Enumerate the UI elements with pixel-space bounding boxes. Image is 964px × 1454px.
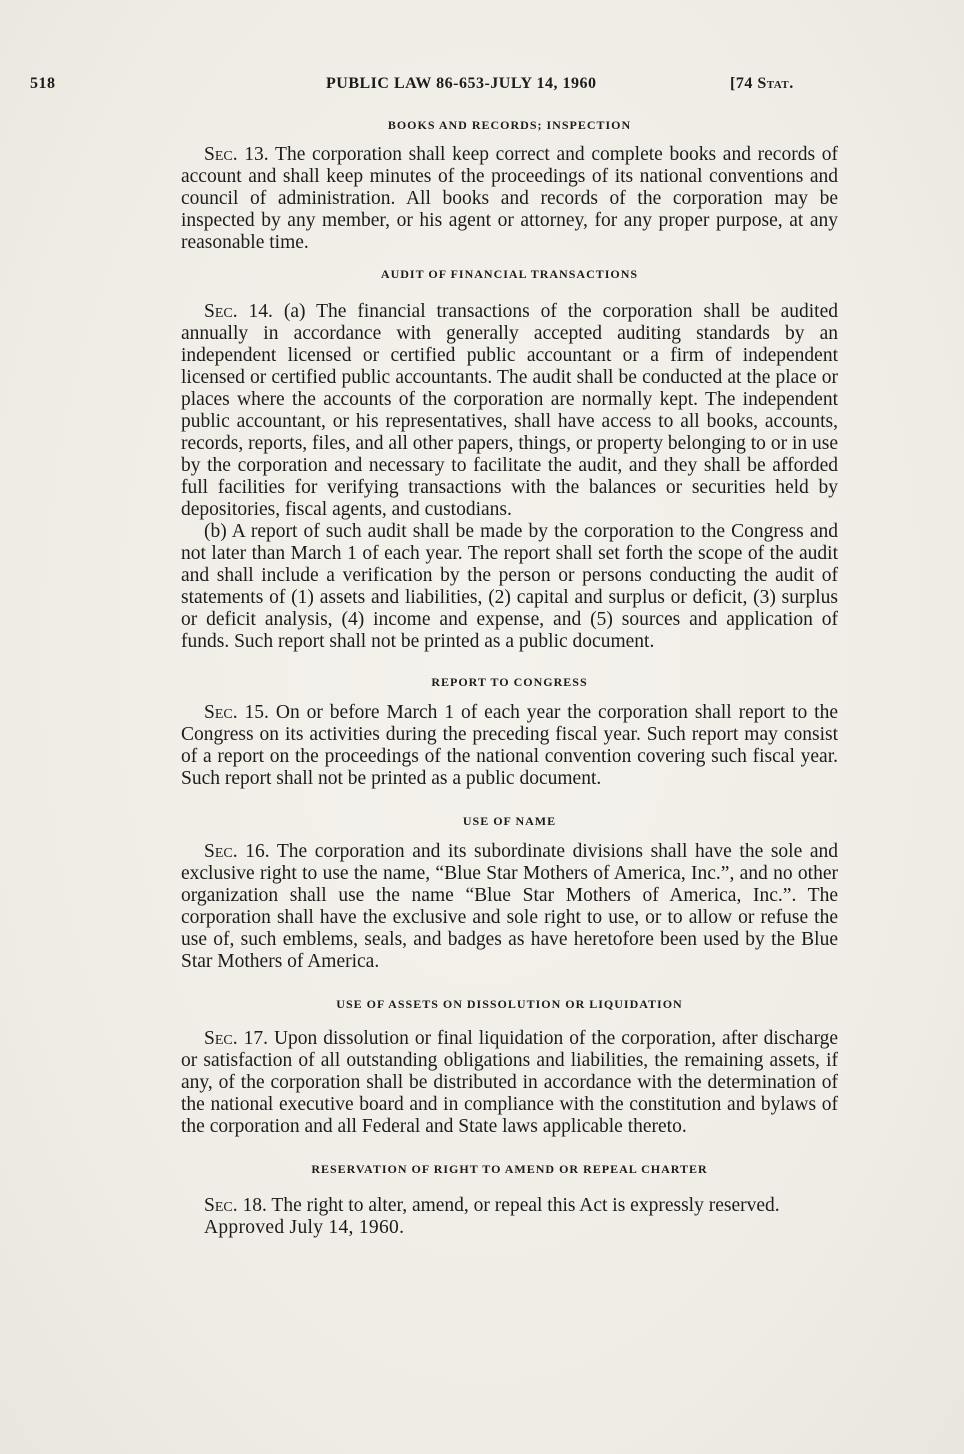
section-heading: USE OF ASSETS ON DISSOLUTION OR LIQUIDATION <box>336 997 683 1011</box>
section-heading: AUDIT OF FINANCIAL TRANSACTIONS <box>380 267 639 281</box>
statute-reference: [74 Stat. <box>730 75 794 92</box>
section-text: (a) The financial transactions of the corporation shall be audited annually in accordance with generally accepted auditing standards by an independent licensed or certified public accountant or a firm of independent licensed or certified public accountants. The audit shall be conducted at the place or places where the accounts of the corporation are normally kept. The independent public accountant, or his representatives, shall have access to all books, accounts, records, reports, files, and all other papers, things, or property belonging to or in use by the corporation and necessary to facilitate the audit, and they shall be afforded full facilities for verifying transactions with the balances or securities held by depositories, fiscal agents, and custodians. <box>181 301 838 520</box>
approval-line: Approved July 14, 1960. <box>204 1217 405 1238</box>
section-14 <box>181 267 838 653</box>
section-heading: REPORT TO CONGRESS <box>431 675 588 689</box>
page-number: 518 <box>30 75 56 92</box>
section-label: Sec. 15. <box>204 702 269 723</box>
running-title: PUBLIC LAW 86-653-JULY 14, 1960 <box>326 75 597 92</box>
section-text: Upon dissolution or final liquidation of the corporation, after discharge or satisfaction of all outstanding obligations and liabilities, the remaining assets, if any, of the corporation shall be distributed in accordance with the determination of the national executive board and in compliance with the constitution and bylaws of the corporation and all Federal and State laws applicable thereto. <box>181 1028 839 1137</box>
section-16 <box>181 814 838 973</box>
section-text: The corporation and its subordinate divisions shall have the sole and exclusive right to use the name, “Blue Star Mothers of America, Inc.”, and no other organization shall use the name “Blue Star Mothers of America, Inc.”. The corporation shall have the exclusive and sole right to use, or to allow or refuse the use of, such emblems, seals, and badges as have heretofore been used by the Blue Star Mothers of America. <box>181 841 838 972</box>
section-paragraph <box>181 841 838 973</box>
section-15 <box>181 675 838 790</box>
section-paragraph <box>181 702 838 790</box>
section-paragraph <box>181 521 838 653</box>
section-17 <box>181 997 838 1138</box>
section-18 <box>181 1162 838 1239</box>
section-text: (b) A report of such audit shall be made by the corporation to the Congress and not later than March 1 of each year. The report shall set forth the scope of the audit and shall include a verification by the person or persons conducting the audit of statements of (1) assets and liabilities, (2) capital and surplus or deficit, (3) surplus or deficit analysis, (4) income and expense, and (5) sources and application of funds. Such report shall not be printed as a public document. <box>181 521 838 652</box>
section-label: Sec. 13. <box>204 144 269 165</box>
section-heading: RESERVATION OF RIGHT TO AMEND OR REPEAL CHARTER <box>311 1162 708 1176</box>
section-text: On or before March 1 of each year the corporation shall report to the Congress on its activities during the preceding fiscal year. Such report may consist of a report on the proceedings of the national convention covering such fiscal year. Such report shall not be printed as a public document. <box>181 702 838 789</box>
section-label: Sec. 16. <box>204 841 270 862</box>
section-heading: BOOKS AND RECORDS; INSPECTION <box>387 118 632 132</box>
section-paragraph <box>181 144 838 254</box>
section-text: The corporation shall keep correct and complete books and records of account and shall keep minutes of the proceedings of its national conventions and council of administration. All books and records of the corporation may be inspected by any member, or his agent or attorney, for any proper purpose, at any reasonable time. <box>181 144 838 253</box>
page-header <box>30 75 934 97</box>
section-paragraph <box>181 301 838 521</box>
section-paragraph <box>181 1195 838 1217</box>
section-paragraph <box>181 1028 838 1138</box>
section-label: Sec. 14. <box>204 301 273 322</box>
section-text: The right to alter, amend, or repeal this Act is expressly reserved. <box>271 1195 780 1216</box>
section-13 <box>181 118 838 254</box>
page-body <box>181 118 838 1239</box>
section-label: Sec. 18. <box>204 1195 267 1216</box>
section-label: Sec. 17. <box>204 1028 268 1049</box>
section-heading: USE OF NAME <box>462 814 557 828</box>
